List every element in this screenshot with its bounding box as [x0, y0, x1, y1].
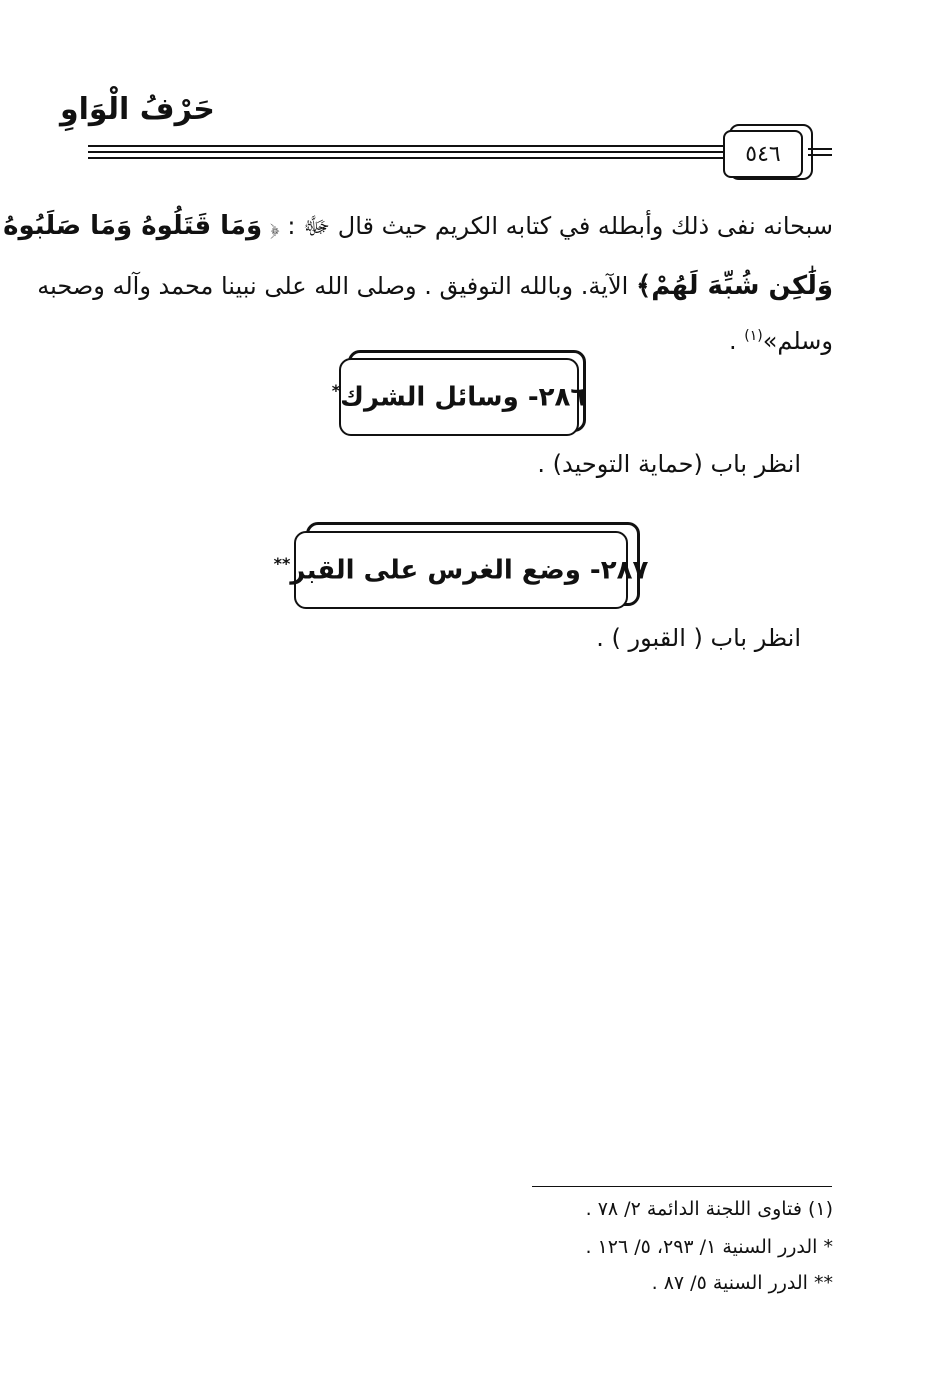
footnote-3: ** الدرر السنية ٥/ ٨٧ .	[651, 1272, 833, 1294]
body-text: وسلم»	[762, 327, 833, 355]
page-number: ٥٤٦	[723, 130, 803, 178]
quran-verse: وَلَٰكِن شُبِّهَ لَهُمْ﴾	[635, 271, 833, 301]
quran-verse: وَمَا قَتَلُوهُ وَمَا صَلَبُوهُ	[3, 211, 263, 241]
section-286-reference: انظر باب (حماية التوحيد) .	[537, 450, 801, 478]
section-mark: *	[331, 381, 341, 401]
body-line-2	[37, 256, 833, 316]
section-287-heading	[273, 531, 649, 609]
header-rule-inner	[88, 157, 724, 159]
footnote-1: (١) فتاوى اللجنة الدائمة ٢/ ٧٨ .	[585, 1198, 833, 1220]
chapter-title: حَرْفُ الْوَاوِ	[60, 92, 215, 127]
header-rule	[88, 145, 724, 153]
footnote-reference: (١)	[744, 328, 763, 344]
section-287-reference: انظر باب ( القبور ) .	[596, 624, 801, 652]
section-title: ٢٨٧- وضع الغرس على القبر**	[273, 554, 649, 586]
section-mark: **	[273, 554, 291, 574]
footnote-rule	[532, 1186, 832, 1187]
body-text: الآية. وبالله التوفيق . وصلى الله على نبينا محمد وآله وصحبه	[37, 272, 629, 300]
body-text: .	[728, 327, 737, 355]
body-line-1	[3, 196, 833, 256]
section-title: ٢٨٦- وسائل الشرك*	[331, 381, 587, 413]
footnote-2: * الدرر السنية ١/ ٢٩٣، ٥/ ١٢٦ .	[585, 1236, 833, 1258]
body-paragraph	[3, 196, 833, 361]
body-text: سبحانه نفى ذلك وأبطله في كتابه الكريم حيث قال ﷻ : ﴿	[269, 212, 833, 240]
section-286-heading	[331, 358, 587, 436]
